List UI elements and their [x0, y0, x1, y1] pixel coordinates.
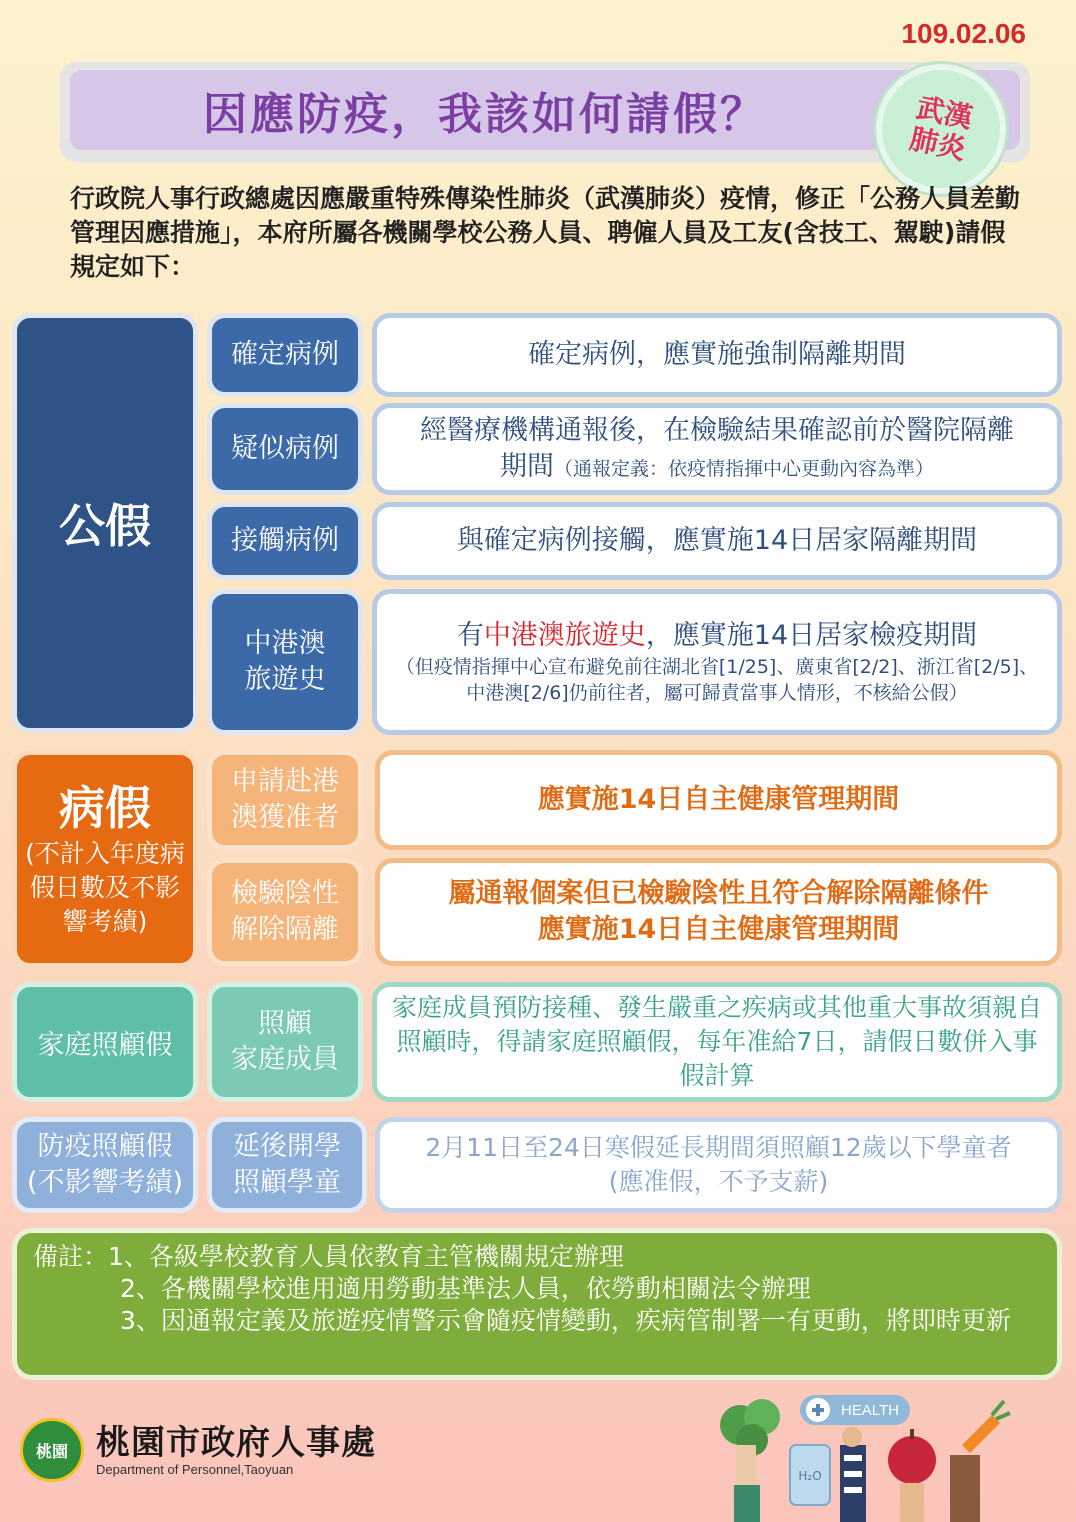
- org-name-cn: 桃園市政府人事處: [96, 1422, 376, 1463]
- label-school-delay-line2: 照顧學童: [233, 1167, 341, 1198]
- desc-suspected-note: （通報定義：依疫情指揮中心更動內容為準）: [553, 458, 934, 480]
- intro-paragraph: 行政院人事行政總處因應嚴重特殊傳染性肺炎（武漢肺炎）疫情，修正「公務人員差勤管理因應措施」，本府所屬各機關學校公務人員、聘僱人員及工友(含技工、駕駛)請假規定如下：: [70, 184, 1021, 281]
- label-contact-case-text: 接觸病例: [231, 525, 339, 556]
- category-family-care-label: 家庭照顧假: [37, 1029, 173, 1061]
- label-negative-line1: 檢驗陰性: [231, 878, 339, 909]
- desc-suspected-case: [372, 403, 1062, 495]
- desc-hk-macau-approved: [375, 750, 1062, 850]
- label-hk-macau-line1: 申請赴港: [231, 766, 339, 797]
- desc-negative-line1: 屬通報個案但已檢驗陰性且符合解除隔離條件: [448, 878, 989, 909]
- category-epidemic-care-leave: [12, 1117, 198, 1213]
- label-travel-history: [207, 589, 363, 735]
- note-item-1: 1、各級學校教育人員依教育主管機關規定辦理: [108, 1242, 624, 1271]
- desc-confirmed-case: [372, 313, 1062, 397]
- label-travel-history-line2: 旅遊史: [244, 664, 326, 695]
- desc-contact-case-text: 與確定病例接觸，應實施14日居家隔離期間: [456, 525, 978, 556]
- person-arm-icon: [840, 1427, 866, 1522]
- desc-travel-pre: 有: [456, 620, 484, 651]
- note-item-3: 3、因通報定義及旅遊疫情警示會隨疫情變動，疾病管制署一有更動，將即時更新: [120, 1306, 1011, 1335]
- health-illustration: [700, 1385, 1076, 1522]
- notes-prefix: 備註：: [33, 1242, 109, 1271]
- category-sick-leave-label: 病假: [59, 781, 151, 835]
- desc-negative-release: [375, 858, 1062, 966]
- badge-line-1: 武漢: [913, 90, 976, 135]
- category-epidemic-line1: 防疫照顧假: [37, 1131, 173, 1162]
- label-hk-macau-line2: 澳獲准者: [231, 802, 339, 833]
- footer-logo: [20, 1418, 376, 1482]
- label-confirmed-case-text: 確定病例: [231, 339, 339, 370]
- desc-contact-case: [372, 502, 1062, 580]
- desc-travel-history-note: （但疫情指揮中心宣布避免前往湖北省[1/25]、廣東省[2/2]、浙江省[2/5]、中港澳[2/6]仍前往者，屬可歸責當事人情形，不核給公假）: [395, 656, 1039, 704]
- category-official-leave: [12, 313, 198, 733]
- label-family-care: [207, 982, 363, 1102]
- taoyuan-emblem-icon: [20, 1418, 84, 1482]
- category-official-leave-label: 公假: [59, 499, 151, 553]
- label-negative-release: [207, 858, 363, 966]
- category-family-care-leave: [12, 982, 198, 1102]
- note-item-2: 2、各機關學校進用適用勞動基準法人員，依勞動相關法令辦理: [120, 1274, 811, 1303]
- logo-text: [96, 1424, 376, 1477]
- label-travel-history-line1: 中港澳: [244, 628, 326, 659]
- desc-school-delay: [375, 1117, 1062, 1213]
- label-confirmed-case: [207, 313, 363, 397]
- category-sick-leave-note: (不計入年度病假日數及不影響考績): [25, 839, 185, 936]
- health-tag-icon: [800, 1395, 910, 1425]
- org-name-en: Department of Personnel,Taoyuan: [96, 1461, 294, 1477]
- date-label: 109.02.06: [901, 18, 1026, 49]
- label-negative-line2: 解除隔離: [231, 914, 339, 945]
- label-suspected-case: [207, 403, 363, 495]
- label-contact-case: [207, 502, 363, 580]
- label-school-delay-line1: 延後開學: [233, 1131, 341, 1162]
- broccoli-icon: [720, 1399, 780, 1522]
- water-bottle-icon: [790, 1445, 830, 1505]
- label-school-delay: [207, 1117, 367, 1213]
- desc-travel-post: ，應實施14日居家檢疫期間: [645, 620, 978, 651]
- health-tag-text: HEALTH: [840, 1402, 900, 1419]
- apple-icon: [888, 1429, 936, 1522]
- label-family-care-line2: 家庭成員: [231, 1044, 339, 1075]
- desc-suspected-case-text: [407, 413, 1027, 485]
- label-suspected-case-text: 疑似病例: [231, 433, 339, 464]
- emblem-text: 桃園: [35, 1441, 68, 1461]
- note-row-1: [33, 1241, 1041, 1273]
- label-hk-macau-approved: [207, 750, 363, 850]
- badge-line-2: 肺炎: [906, 122, 969, 167]
- label-family-care-line1: 照顧: [258, 1008, 312, 1039]
- desc-hk-macau-text: 應實施14日自主健康管理期間: [537, 784, 900, 815]
- desc-school-delay-line1: 2月11日至24日寒假延長期間須照顧12歲以下學童者: [425, 1133, 1012, 1162]
- desc-travel-history-main: [457, 618, 977, 654]
- notes-panel: [12, 1228, 1062, 1380]
- page-title: 因應防疫，我該如何請假？: [203, 89, 767, 140]
- desc-travel-highlight: 中港澳旅遊史: [483, 620, 646, 651]
- bottle-label: H₂O: [798, 1469, 822, 1483]
- category-sick-leave: [12, 750, 198, 968]
- carrot-icon: [950, 1401, 1010, 1522]
- category-epidemic-line2: (不影響考績): [26, 1167, 184, 1198]
- desc-confirmed-case-text: 確定病例，應實施強制隔離期間: [528, 339, 906, 370]
- desc-family-care-text: 家庭成員預防接種、發生嚴重之疾病或其他重大事故須親自照顧時，得請家庭照顧假，每年准給7日，請假日數併入事假計算: [391, 993, 1042, 1090]
- desc-travel-history: [372, 589, 1062, 735]
- desc-family-care: [372, 982, 1062, 1102]
- desc-negative-line2: 應實施14日自主健康管理期間: [537, 914, 900, 945]
- desc-school-delay-line2: (應准假，不予支薪): [608, 1167, 829, 1196]
- desc-suspected-main: 經醫療機構通報後，在檢驗結果確認前於醫院隔離期間: [420, 415, 1014, 482]
